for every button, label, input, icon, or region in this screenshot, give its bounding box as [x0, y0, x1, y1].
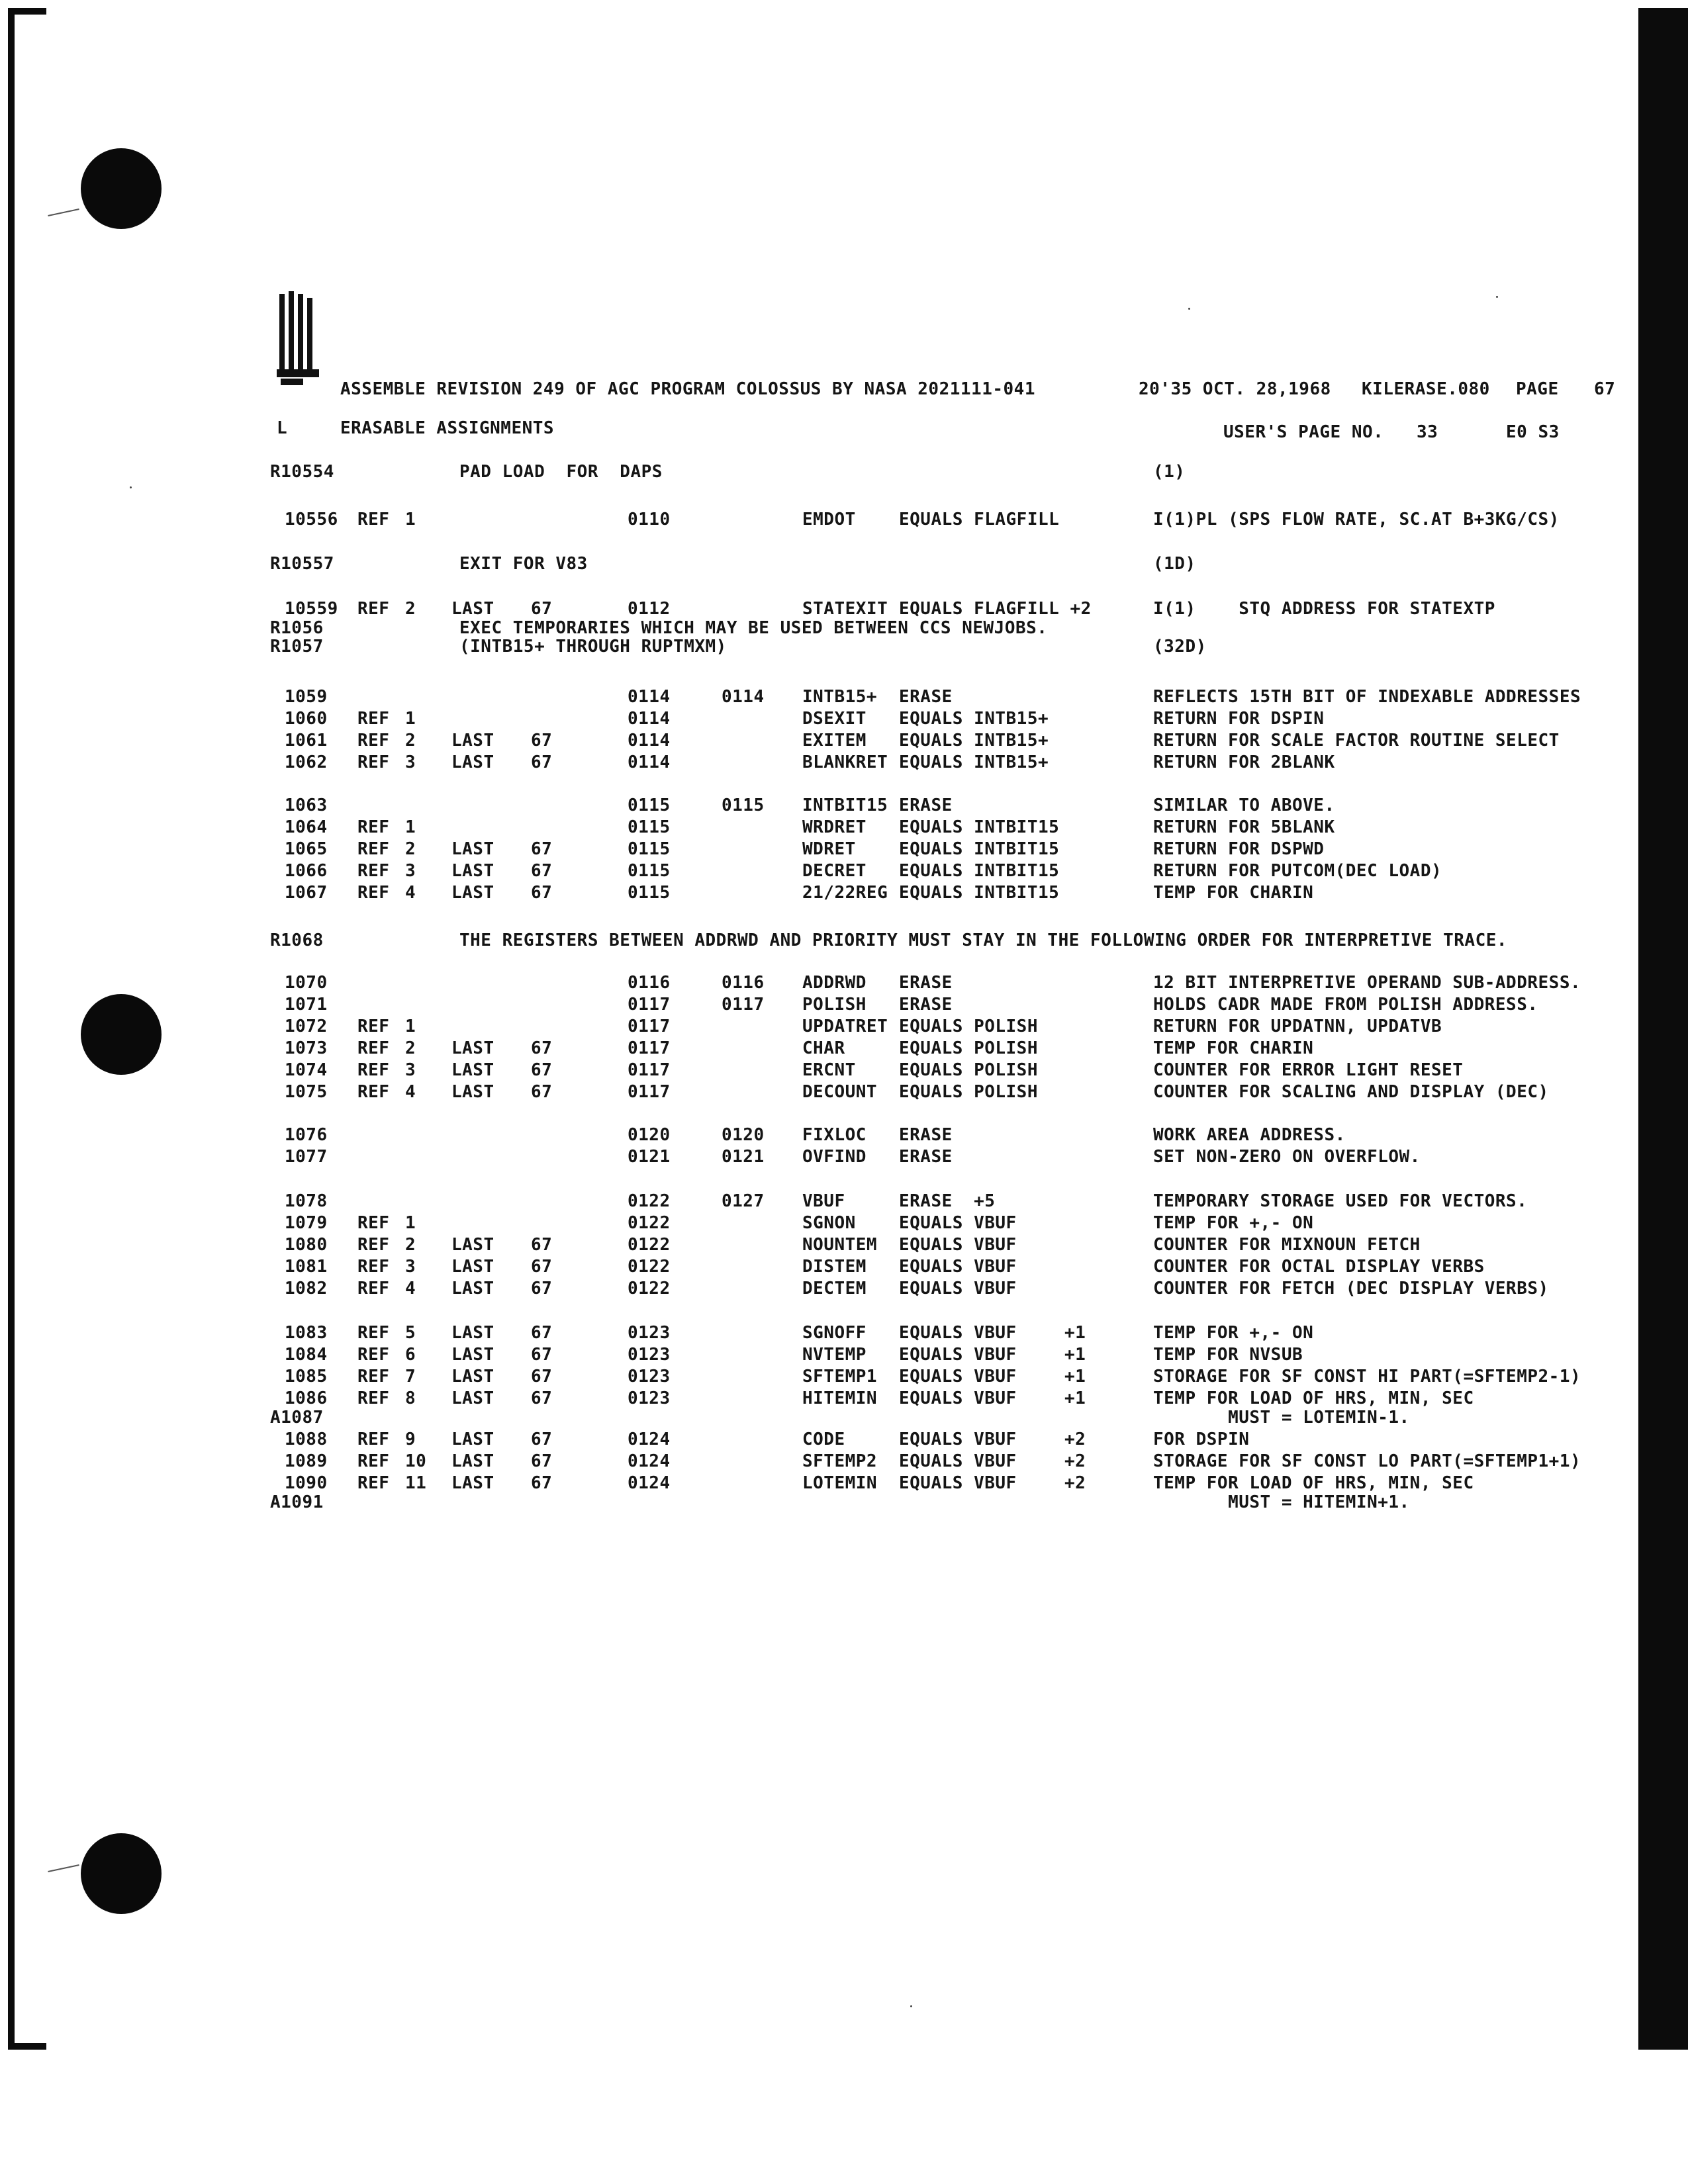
listing-addr-cell: 0117: [628, 1082, 671, 1102]
punch-hole-middle: [81, 994, 162, 1075]
listing-timestamp: 20'35 OCT. 28,1968: [1139, 379, 1331, 399]
listing-page-cell: 67: [531, 861, 553, 881]
listing-seq-cell: 1059: [285, 687, 328, 707]
listing-symbol-cell: DECRET: [802, 861, 867, 881]
listing-comment-cell: THE REGISTERS BETWEEN ADDRWD AND PRIORITY MUST STAY IN THE FOLLOWING ORDER FOR INTERPRETIVE TRACE.: [459, 931, 1508, 950]
listing-addr-cell: 0122: [628, 1279, 671, 1298]
listing-symbol-cell: WDRET: [802, 839, 856, 859]
listing-count-cell: 1: [405, 817, 416, 837]
listing-symbol-cell: DISTEM: [802, 1257, 867, 1277]
scan-speck: [1496, 296, 1498, 298]
listing-right-cell: (1): [1153, 462, 1186, 482]
listing-count-cell: 4: [405, 1082, 416, 1102]
listing-addr-cell: 0112: [628, 599, 671, 619]
listing-count-cell: 3: [405, 1257, 416, 1277]
listing-ref-cell: REF: [357, 1082, 390, 1102]
listing-loc-cell: 0115: [722, 796, 765, 815]
listing-op-cell: EQUALS VBUF: [899, 1367, 1017, 1387]
listing-comment-cell: (INTB15+ THROUGH RUPTMXM): [459, 637, 727, 657]
listing-ref-cell: REF: [357, 1451, 390, 1471]
listing-last-cell: LAST: [451, 1345, 494, 1365]
listing-right-cell: HOLDS CADR MADE FROM POLISH ADDRESS.: [1153, 995, 1538, 1015]
listing-ref-cell: REF: [357, 1345, 390, 1365]
listing-page-cell: 67: [531, 1388, 553, 1408]
listing-right-cell: STORAGE FOR SF CONST HI PART(=SFTEMP2-1): [1153, 1367, 1581, 1387]
scan-speck: [130, 486, 132, 488]
listing-comment-cell: EXEC TEMPORARIES WHICH MAY BE USED BETWEEN CCS NEWJOBS.: [459, 618, 1048, 638]
listing-page-cell: 67: [531, 599, 553, 619]
listing-count-cell: 1: [405, 1017, 416, 1036]
scan-speck: [1188, 308, 1190, 310]
listing-op-cell: ERASE: [899, 1125, 953, 1145]
listing-symbol-cell: SGNOFF: [802, 1323, 867, 1343]
listing-op-cell: EQUALS INTBIT15: [899, 817, 1060, 837]
listing-count-cell: 5: [405, 1323, 416, 1343]
listing-seq-cell: 1065: [285, 839, 328, 859]
listing-page-cell: 67: [531, 839, 553, 859]
listing-last-cell: LAST: [451, 1451, 494, 1471]
listing-symbol-cell: SGNON: [802, 1213, 856, 1233]
listing-count-cell: 4: [405, 1279, 416, 1298]
listing-ref-cell: REF: [357, 752, 390, 772]
listing-right-cell: SET NON-ZERO ON OVERFLOW.: [1153, 1147, 1421, 1167]
listing-addr-cell: 0122: [628, 1257, 671, 1277]
listing-seq-cell: R1068: [270, 931, 324, 950]
listing-seq-cell: 1088: [285, 1430, 328, 1449]
listing-right-cell: I(1) STQ ADDRESS FOR STATEXTP: [1153, 599, 1495, 619]
listing-right-cell: COUNTER FOR SCALING AND DISPLAY (DEC): [1153, 1082, 1549, 1102]
listing-right-cell: MUST = LOTEMIN-1.: [1153, 1408, 1410, 1428]
punch-hole-top: [81, 148, 162, 229]
listing-addr-cell: 0117: [628, 1060, 671, 1080]
listing-right-cell: TEMP FOR NVSUB: [1153, 1345, 1303, 1365]
listing-seq-cell: R10557: [270, 554, 334, 574]
listing-seq-cell: 1062: [285, 752, 328, 772]
listing-page-cell: 67: [531, 1323, 553, 1343]
listing-page-cell: 67: [531, 1038, 553, 1058]
listing-symbol-cell: STATEXIT: [802, 599, 888, 619]
listing-count-cell: 11: [405, 1473, 427, 1493]
listing-count-cell: 3: [405, 1060, 416, 1080]
listing-count-cell: 3: [405, 752, 416, 772]
listing-ref-cell: REF: [357, 1430, 390, 1449]
listing-symbol-cell: LOTEMIN: [802, 1473, 878, 1493]
listing-addr-cell: 0110: [628, 510, 671, 529]
listing-addr-cell: 0120: [628, 1125, 671, 1145]
listing-ref-cell: REF: [357, 1038, 390, 1058]
listing-right-cell: I(1)PL (SPS FLOW RATE, SC.AT B+3KG/CS): [1153, 510, 1560, 529]
listing-loc-cell: 0121: [722, 1147, 765, 1167]
listing-count-cell: 8: [405, 1388, 416, 1408]
listing-ref-cell: REF: [357, 817, 390, 837]
listing-page-cell: 67: [531, 1473, 553, 1493]
listing-count-cell: 2: [405, 599, 416, 619]
listing-right-cell: REFLECTS 15TH BIT OF INDEXABLE ADDRESSES: [1153, 687, 1581, 707]
listing-addr-cell: 0115: [628, 861, 671, 881]
listing-seq-cell: 1084: [285, 1345, 328, 1365]
scan-mark: [48, 1864, 79, 1872]
listing-seq-cell: 1089: [285, 1451, 328, 1471]
listing-ref-cell: REF: [357, 599, 390, 619]
listing-last-cell: LAST: [451, 1388, 494, 1408]
listing-seq-cell: 1074: [285, 1060, 328, 1080]
listing-loc-cell: 0116: [722, 973, 765, 993]
user-page-number: 33: [1417, 422, 1438, 442]
listing-loc-cell: 0120: [722, 1125, 765, 1145]
listing-code: E0 S3: [1506, 422, 1560, 442]
scan-edge-bottom-left: [8, 2043, 46, 2050]
listing-op-cell: EQUALS VBUF: [899, 1323, 1017, 1343]
listing-ref-cell: REF: [357, 1235, 390, 1255]
listing-op-cell: EQUALS VBUF: [899, 1213, 1017, 1233]
listing-last-cell: LAST: [451, 731, 494, 751]
listing-last-cell: LAST: [451, 1430, 494, 1449]
listing-addr-cell: 0114: [628, 709, 671, 729]
listing-ref-cell: REF: [357, 861, 390, 881]
listing-last-cell: LAST: [451, 1279, 494, 1298]
listing-symbol-cell: CHAR: [802, 1038, 845, 1058]
listing-file-name: KILERASE.080: [1362, 379, 1490, 399]
listing-symbol-cell: EXITEM: [802, 731, 867, 751]
listing-symbol-cell: INTBIT15: [802, 796, 888, 815]
listing-loc-cell: 0117: [722, 995, 765, 1015]
listing-seq-cell: 1064: [285, 817, 328, 837]
listing-addr-cell: 0123: [628, 1345, 671, 1365]
listing-right-cell: RETURN FOR DSPWD: [1153, 839, 1325, 859]
listing-right-cell: RETURN FOR 2BLANK: [1153, 752, 1335, 772]
listing-count-cell: 1: [405, 709, 416, 729]
listing-right-cell: TEMP FOR CHARIN: [1153, 883, 1314, 903]
listing-count-cell: 2: [405, 839, 416, 859]
listing-right-cell: TEMPORARY STORAGE USED FOR VECTORS.: [1153, 1191, 1528, 1211]
listing-right-cell: 12 BIT INTERPRETIVE OPERAND SUB-ADDRESS.: [1153, 973, 1581, 993]
mit-lab-logo-icon: [277, 291, 323, 389]
listing-right-cell: RETURN FOR SCALE FACTOR ROUTINE SELECT: [1153, 731, 1560, 751]
listing-right-cell: TEMP FOR CHARIN: [1153, 1038, 1314, 1058]
listing-seq-cell: 1082: [285, 1279, 328, 1298]
listing-comment-cell: EXIT FOR V83: [459, 554, 588, 574]
listing-op-cell: ERASE: [899, 687, 953, 707]
listing-op-cell: EQUALS POLISH: [899, 1038, 1038, 1058]
listing-op-cell: ERASE +5: [899, 1191, 996, 1211]
listing-seq-cell: 1070: [285, 973, 328, 993]
listing-right-cell: COUNTER FOR OCTAL DISPLAY VERBS: [1153, 1257, 1485, 1277]
scan-edge-left: [8, 8, 15, 2050]
listing-last-cell: LAST: [451, 1367, 494, 1387]
listing-seq-cell: 1066: [285, 861, 328, 881]
listing-symbol-cell: WRDRET: [802, 817, 867, 837]
listing-last-cell: LAST: [451, 1257, 494, 1277]
listing-op-cell: ERASE: [899, 995, 953, 1015]
listing-seq-cell: 1075: [285, 1082, 328, 1102]
listing-symbol-cell: EMDOT: [802, 510, 856, 529]
listing-ref-cell: REF: [357, 1323, 390, 1343]
listing-page-cell: 67: [531, 731, 553, 751]
listing-seq-cell: 1060: [285, 709, 328, 729]
listing-op-cell: EQUALS INTB15+: [899, 731, 1049, 751]
listing-last-cell: LAST: [451, 1038, 494, 1058]
listing-symbol-cell: SFTEMP1: [802, 1367, 878, 1387]
listing-op-cell: EQUALS VBUF: [899, 1345, 1017, 1365]
listing-last-cell: LAST: [451, 1473, 494, 1493]
listing-op-cell: EQUALS INTBIT15: [899, 839, 1060, 859]
listing-addr-cell: 0117: [628, 995, 671, 1015]
listing-seq-cell: R1056: [270, 618, 324, 638]
listing-addr-cell: 0123: [628, 1367, 671, 1387]
listing-op-cell: EQUALS POLISH: [899, 1082, 1038, 1102]
listing-page-cell: 67: [531, 1451, 553, 1471]
listing-ref-cell: REF: [357, 839, 390, 859]
listing-op-cell: ERASE: [899, 796, 953, 815]
listing-addr-cell: 0124: [628, 1451, 671, 1471]
listing-addr-cell: 0122: [628, 1213, 671, 1233]
listing-offset-cell: +2: [1064, 1451, 1086, 1471]
listing-seq-cell: 1077: [285, 1147, 328, 1167]
listing-seq-cell: 1081: [285, 1257, 328, 1277]
listing-symbol-cell: CODE: [802, 1430, 845, 1449]
listing-op-cell: EQUALS VBUF: [899, 1235, 1017, 1255]
listing-loc-cell: 0114: [722, 687, 765, 707]
listing-page-cell: 67: [531, 1367, 553, 1387]
listing-right-cell: (1D): [1153, 554, 1196, 574]
listing-count-cell: 1: [405, 510, 416, 529]
listing-offset-cell: +2: [1064, 1473, 1086, 1493]
listing-seq-cell: R10554: [270, 462, 334, 482]
listing-addr-cell: 0123: [628, 1388, 671, 1408]
listing-ref-cell: REF: [357, 883, 390, 903]
listing-seq-cell: 1078: [285, 1191, 328, 1211]
listing-comment-cell: PAD LOAD FOR DAPS: [459, 462, 663, 482]
listing-seq-cell: 1083: [285, 1323, 328, 1343]
listing-count-cell: 1: [405, 1213, 416, 1233]
listing-addr-cell: 0117: [628, 1038, 671, 1058]
listing-addr-cell: 0115: [628, 817, 671, 837]
listing-op-cell: EQUALS FLAGFILL +2: [899, 599, 1092, 619]
listing-op-cell: EQUALS VBUF: [899, 1430, 1017, 1449]
listing-right-cell: COUNTER FOR ERROR LIGHT RESET: [1153, 1060, 1464, 1080]
listing-page-cell: 67: [531, 1060, 553, 1080]
listing-title: ASSEMBLE REVISION 249 OF AGC PROGRAM COLOSSUS BY NASA 2021111-041: [340, 379, 1035, 399]
listing-count-cell: 2: [405, 1235, 416, 1255]
listing-offset-cell: +1: [1064, 1388, 1086, 1408]
listing-last-cell: LAST: [451, 1082, 494, 1102]
listing-count-cell: 2: [405, 731, 416, 751]
listing-symbol-cell: NOUNTEM: [802, 1235, 878, 1255]
section-title: ERASABLE ASSIGNMENTS: [340, 418, 555, 438]
listing-right-cell: SIMILAR TO ABOVE.: [1153, 796, 1335, 815]
listing-count-cell: 10: [405, 1451, 427, 1471]
listing-symbol-cell: VBUF: [802, 1191, 845, 1211]
scan-edge-right: [1638, 8, 1688, 2050]
listing-page-cell: 67: [531, 1257, 553, 1277]
listing-symbol-cell: ERCNT: [802, 1060, 856, 1080]
listing-addr-cell: 0123: [628, 1323, 671, 1343]
listing-count-cell: 4: [405, 883, 416, 903]
listing-right-cell: RETURN FOR 5BLANK: [1153, 817, 1335, 837]
listing-ref-cell: REF: [357, 1060, 390, 1080]
listing-seq-cell: 10556: [285, 510, 338, 529]
listing-op-cell: EQUALS VBUF: [899, 1473, 1017, 1493]
listing-right-cell: RETURN FOR PUTCOM(DEC LOAD): [1153, 861, 1442, 881]
listing-op-cell: EQUALS FLAGFILL: [899, 510, 1060, 529]
listing-right-cell: TEMP FOR LOAD OF HRS, MIN, SEC: [1153, 1473, 1474, 1493]
section-letter: L: [277, 418, 288, 438]
listing-symbol-cell: OVFIND: [802, 1147, 867, 1167]
listing-addr-cell: 0122: [628, 1191, 671, 1211]
listing-offset-cell: +1: [1064, 1345, 1086, 1365]
listing-right-cell: RETURN FOR UPDATNN, UPDATVB: [1153, 1017, 1442, 1036]
listing-right-cell: TEMP FOR LOAD OF HRS, MIN, SEC: [1153, 1388, 1474, 1408]
listing-seq-cell: 1061: [285, 731, 328, 751]
listing-symbol-cell: 21/22REG: [802, 883, 888, 903]
listing-symbol-cell: DSEXIT: [802, 709, 867, 729]
listing-symbol-cell: FIXLOC: [802, 1125, 867, 1145]
listing-addr-cell: 0122: [628, 1235, 671, 1255]
listing-right-cell: MUST = HITEMIN+1.: [1153, 1492, 1410, 1512]
listing-symbol-cell: POLISH: [802, 995, 867, 1015]
listing-addr-cell: 0121: [628, 1147, 671, 1167]
listing-right-cell: TEMP FOR +,- ON: [1153, 1323, 1314, 1343]
listing-symbol-cell: UPDATRET: [802, 1017, 888, 1036]
listing-ref-cell: REF: [357, 510, 390, 529]
listing-seq-cell: A1087: [270, 1408, 324, 1428]
listing-seq-cell: 1076: [285, 1125, 328, 1145]
user-page-label: USER'S PAGE NO.: [1223, 422, 1384, 442]
listing-op-cell: EQUALS INTBIT15: [899, 883, 1060, 903]
listing-last-cell: LAST: [451, 839, 494, 859]
listing-op-cell: EQUALS POLISH: [899, 1060, 1038, 1080]
listing-last-cell: LAST: [451, 1323, 494, 1343]
listing-ref-cell: REF: [357, 1213, 390, 1233]
listing-right-cell: STORAGE FOR SF CONST LO PART(=SFTEMP1+1): [1153, 1451, 1581, 1471]
listing-op-cell: ERASE: [899, 1147, 953, 1167]
listing-page-cell: 67: [531, 1430, 553, 1449]
listing-symbol-cell: DECOUNT: [802, 1082, 878, 1102]
listing-addr-cell: 0124: [628, 1473, 671, 1493]
listing-symbol-cell: SFTEMP2: [802, 1451, 878, 1471]
listing-seq-cell: 1071: [285, 995, 328, 1015]
scan-speck: [910, 2005, 912, 2007]
listing-addr-cell: 0115: [628, 883, 671, 903]
listing-addr-cell: 0115: [628, 796, 671, 815]
listing-right-cell: RETURN FOR DSPIN: [1153, 709, 1325, 729]
listing-offset-cell: +1: [1064, 1323, 1086, 1343]
listing-ref-cell: REF: [357, 709, 390, 729]
listing-count-cell: 2: [405, 1038, 416, 1058]
listing-seq-cell: A1091: [270, 1492, 324, 1512]
listing-op-cell: EQUALS VBUF: [899, 1279, 1017, 1298]
listing-op-cell: EQUALS VBUF: [899, 1388, 1017, 1408]
page-label: PAGE: [1516, 379, 1559, 399]
listing-seq-cell: 10559: [285, 599, 338, 619]
listing-seq-cell: 1063: [285, 796, 328, 815]
listing-ref-cell: REF: [357, 1017, 390, 1036]
listing-seq-cell: R1057: [270, 637, 324, 657]
listing-symbol-cell: INTB15+: [802, 687, 878, 707]
listing-count-cell: 9: [405, 1430, 416, 1449]
listing-seq-cell: 1072: [285, 1017, 328, 1036]
listing-seq-cell: 1090: [285, 1473, 328, 1493]
listing-addr-cell: 0114: [628, 752, 671, 772]
listing-right-cell: FOR DSPIN: [1153, 1430, 1250, 1449]
listing-page-cell: 67: [531, 752, 553, 772]
listing-seq-cell: 1067: [285, 883, 328, 903]
listing-ref-cell: REF: [357, 1473, 390, 1493]
listing-op-cell: ERASE: [899, 973, 953, 993]
listing-op-cell: EQUALS POLISH: [899, 1017, 1038, 1036]
listing-last-cell: LAST: [451, 752, 494, 772]
listing-symbol-cell: ADDRWD: [802, 973, 867, 993]
listing-addr-cell: 0124: [628, 1430, 671, 1449]
listing-count-cell: 7: [405, 1367, 416, 1387]
listing-addr-cell: 0117: [628, 1017, 671, 1036]
scan-mark: [48, 208, 79, 216]
listing-offset-cell: +2: [1064, 1430, 1086, 1449]
listing-op-cell: EQUALS INTB15+: [899, 709, 1049, 729]
listing-right-cell: (32D): [1153, 637, 1207, 657]
listing-loc-cell: 0127: [722, 1191, 765, 1211]
listing-seq-cell: 1086: [285, 1388, 328, 1408]
listing-op-cell: EQUALS VBUF: [899, 1257, 1017, 1277]
listing-ref-cell: REF: [357, 1257, 390, 1277]
listing-addr-cell: 0115: [628, 839, 671, 859]
listing-addr-cell: 0116: [628, 973, 671, 993]
listing-symbol-cell: DECTEM: [802, 1279, 867, 1298]
listing-count-cell: 6: [405, 1345, 416, 1365]
listing-page-cell: 67: [531, 1082, 553, 1102]
listing-seq-cell: 1073: [285, 1038, 328, 1058]
listing-last-cell: LAST: [451, 1235, 494, 1255]
listing-right-cell: COUNTER FOR FETCH (DEC DISPLAY VERBS): [1153, 1279, 1549, 1298]
page-number: 67: [1594, 379, 1616, 399]
listing-count-cell: 3: [405, 861, 416, 881]
listing-ref-cell: REF: [357, 1388, 390, 1408]
listing-page-cell: 67: [531, 1235, 553, 1255]
listing-seq-cell: 1080: [285, 1235, 328, 1255]
listing-page-cell: 67: [531, 1279, 553, 1298]
listing-offset-cell: +1: [1064, 1367, 1086, 1387]
punch-hole-bottom: [81, 1833, 162, 1914]
listing-last-cell: LAST: [451, 599, 494, 619]
listing-last-cell: LAST: [451, 883, 494, 903]
listing-right-cell: TEMP FOR +,- ON: [1153, 1213, 1314, 1233]
listing-last-cell: LAST: [451, 861, 494, 881]
listing-op-cell: EQUALS INTBIT15: [899, 861, 1060, 881]
listing-right-cell: WORK AREA ADDRESS.: [1153, 1125, 1346, 1145]
listing-symbol-cell: BLANKRET: [802, 752, 888, 772]
listing-ref-cell: REF: [357, 731, 390, 751]
listing-symbol-cell: HITEMIN: [802, 1388, 878, 1408]
listing-ref-cell: REF: [357, 1279, 390, 1298]
listing-addr-cell: 0114: [628, 731, 671, 751]
listing-right-cell: COUNTER FOR MIXNOUN FETCH: [1153, 1235, 1421, 1255]
listing-symbol-cell: NVTEMP: [802, 1345, 867, 1365]
listing-op-cell: EQUALS INTB15+: [899, 752, 1049, 772]
listing-page-cell: 67: [531, 883, 553, 903]
listing-page-cell: 67: [531, 1345, 553, 1365]
listing-ref-cell: REF: [357, 1367, 390, 1387]
listing-seq-cell: 1085: [285, 1367, 328, 1387]
listing-last-cell: LAST: [451, 1060, 494, 1080]
listing-addr-cell: 0114: [628, 687, 671, 707]
listing-seq-cell: 1079: [285, 1213, 328, 1233]
listing-op-cell: EQUALS VBUF: [899, 1451, 1017, 1471]
